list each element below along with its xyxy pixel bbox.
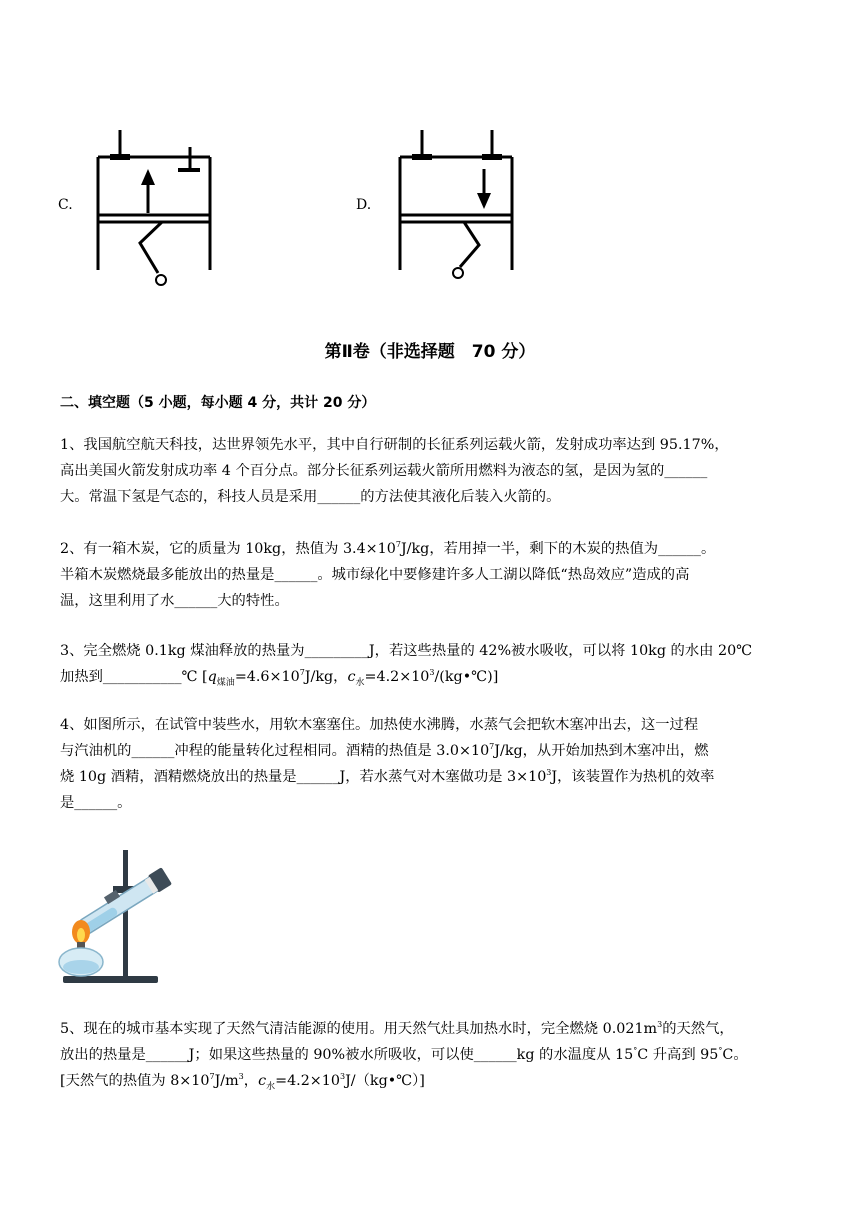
q2-line: 2、有一箱木炭，它的质量为 10kg，热值为 $3.4\times 10^7J/kg$，若用掉一半，剩下的木炭的热值为______。 — [60, 540, 716, 557]
engine-diagram-d — [392, 125, 522, 290]
q3-line: 加热到___________℃ [$q_{煤油}=4.6\times 10^7J/kg$，$c_水=4.2\times 10^3/(kg•℃)$] — [60, 668, 499, 688]
option-c-label: C. — [58, 197, 73, 213]
option-d-label: D. — [356, 197, 372, 213]
q3-line: 3、完全燃烧 0.1kg 煤油释放的热量为_________J，若这些热量的 42%被水吸收，可以将 10kg 的水由 20℃ — [60, 643, 753, 659]
q4-line: 是______。 — [60, 795, 132, 811]
question-1 — [60, 432, 805, 510]
q4-line: 4、如图所示，在试管中装些水，用软木塞塞住。加热使水沸腾，水蒸气会把软木塞冲出去，这一过程 — [60, 717, 699, 733]
q1-line: 大。常温下氢是气态的，科技人员是采用______的方法使其液化后装入火箭的。 — [60, 489, 561, 505]
q5-line: 5、现在的城市基本实现了天然气清洁能源的使用。用天然气灶具加热水时，完全燃烧 $0.021m^3$的天然气， — [60, 1020, 734, 1037]
q5-line: [天然气的热值为 $8\times 10^7J/m^3$，$c_水=4.2\times 10^3J/(kg•℃)$] — [60, 1072, 425, 1092]
section-title: 第Ⅱ卷（非选择题 70 分） — [324, 342, 536, 362]
q5-line: 放出的热量是______J；如果这些热量的 90%被水所吸收，可以使______kg 的水温度从 15°C 升高到 95°C。 — [60, 1046, 748, 1063]
q4-line: 烧 10g 酒精，酒精燃烧放出的热量是______J，若水蒸气对木塞做功是 $3\times 10^3J$，该装置作为热机的效率 — [60, 768, 715, 785]
q2-line: 温，这里利用了水______大的特性。 — [60, 593, 289, 609]
question-5 — [60, 1016, 805, 1094]
q1-line: 1、我国航空航天科技，达世界领先水平，其中自行研制的长征系列运载火箭，发射成功率达到 95.17%， — [60, 437, 729, 453]
question-2 — [60, 536, 805, 614]
question-4 — [60, 712, 805, 816]
question-3 — [60, 638, 805, 690]
test-tube-apparatus-illustration — [55, 848, 185, 988]
part-heading: 二、填空题（5 小题，每小题 4 分，共计 20 分） — [60, 395, 376, 411]
q4-line: 与汽油机的______冲程的能量转化过程相同。酒精的热值是 $3.0\times 10^7J/kg$，从开始加热到木塞冲出，燃 — [60, 742, 709, 759]
q1-line: 高出美国火箭发射成功率 4 个百分点。部分长征系列运载火箭所用燃料为液态的氢，是因为氢的______ — [60, 463, 708, 479]
engine-diagram-c — [90, 125, 220, 290]
q2-line: 半箱木炭燃烧最多能放出的热量是______。城市绿化中要修建许多人工湖以降低“热岛效应”造成的高 — [60, 567, 690, 583]
